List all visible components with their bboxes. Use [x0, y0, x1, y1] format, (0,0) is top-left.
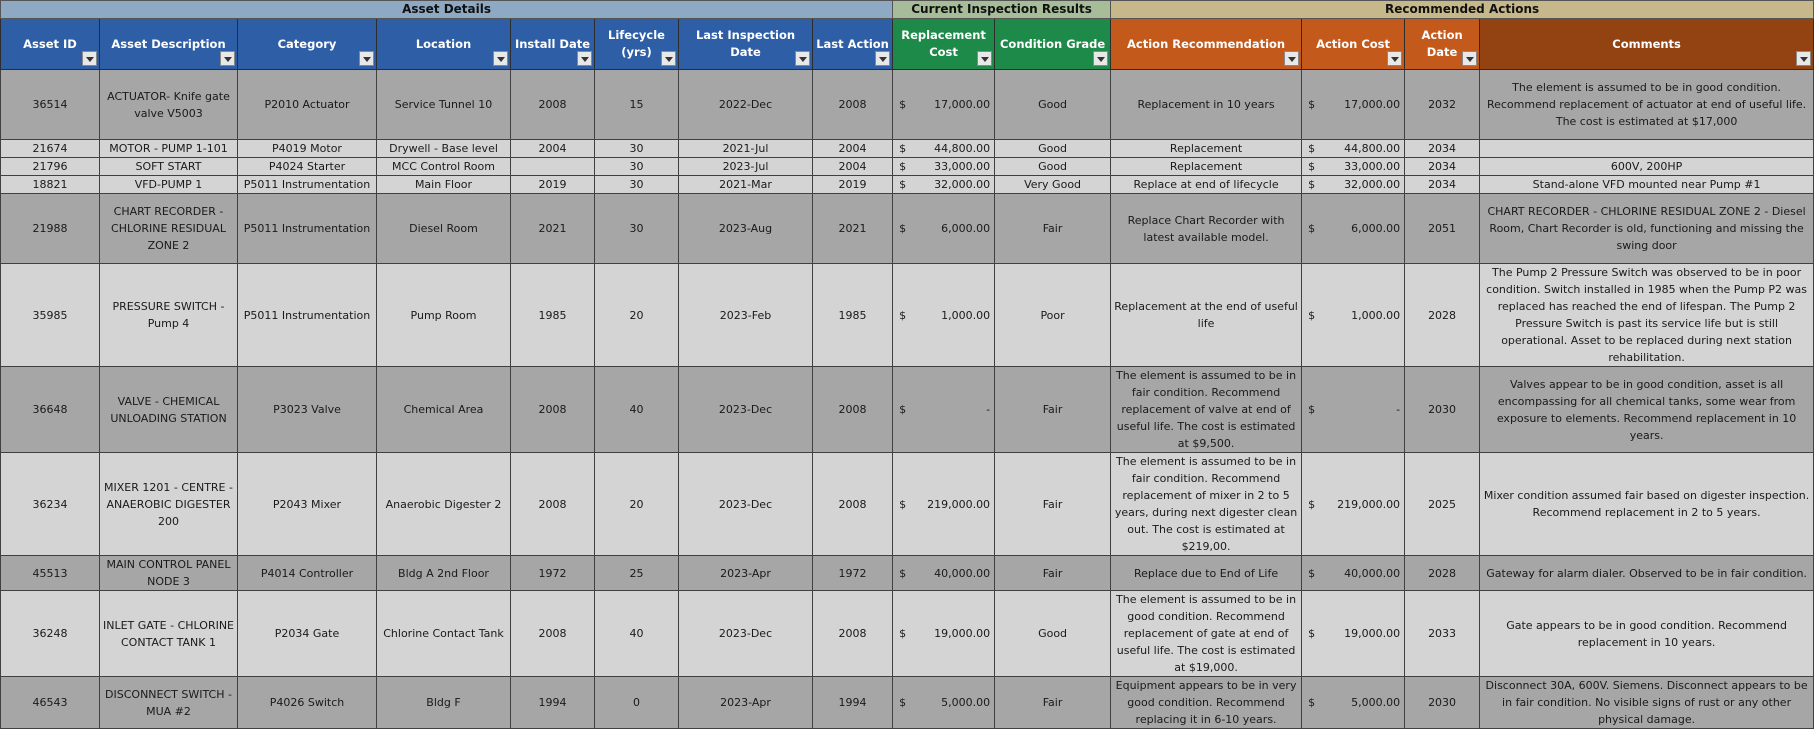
cell-last-inspection-date[interactable]: 2021-Mar: [679, 176, 813, 194]
cell-last-action[interactable]: 2021: [813, 194, 893, 264]
currency-symbol: $: [899, 696, 907, 709]
currency-symbol: $: [1308, 566, 1316, 580]
cell-location[interactable]: Drywell - Base level: [377, 140, 511, 158]
cell-action-recommendation[interactable]: Replacement: [1111, 158, 1302, 176]
currency-symbol: $: [899, 403, 907, 416]
filter-dropdown-icon[interactable]: [1093, 51, 1108, 66]
currency-symbol: $: [1308, 222, 1316, 235]
header-label: Last Inspection Date: [695, 28, 796, 59]
cell-asset-description[interactable]: PRESSURE SWITCH - Pump 4: [100, 264, 238, 367]
cell-value: 6,000.00: [1351, 222, 1401, 235]
table-row: [1, 367, 1814, 453]
cell-condition-grade[interactable]: Good: [995, 140, 1111, 158]
cell-comments[interactable]: The Pump 2 Pressure Switch was observed to be in poor condition. Switch installed in 1985 when the Pump P2 was replaced has reached the end of lifespan. The Pump 2 Pressure Switch is past its service life but is still operational. Asset to be replaced during next station rehabilitation.: [1480, 264, 1814, 367]
table-row: [1, 194, 1814, 264]
currency-symbol: $: [899, 566, 907, 580]
cell-location[interactable]: Chlorine Contact Tank: [377, 591, 511, 677]
cell-install-date[interactable]: 1994: [511, 677, 595, 729]
cell-last-action[interactable]: 2019: [813, 176, 893, 194]
header-location: [377, 19, 511, 70]
cell-location[interactable]: Bldg A 2nd Floor: [377, 556, 511, 591]
currency-symbol: $: [899, 308, 907, 322]
cell-lifecycle[interactable]: 0: [595, 677, 679, 729]
cell-asset-description[interactable]: ACTUATOR- Knife gate valve V5003: [100, 70, 238, 140]
filter-dropdown-icon[interactable]: [577, 51, 592, 66]
cell-install-date[interactable]: 2019: [511, 176, 595, 194]
currency-symbol: $: [1308, 696, 1316, 709]
cell-location[interactable]: Pump Room: [377, 264, 511, 367]
cell-lifecycle[interactable]: 25: [595, 556, 679, 591]
cell-category[interactable]: P5011 Instrumentation: [238, 176, 377, 194]
cell-asset-id[interactable]: 18821: [1, 176, 100, 194]
header-label: Lifecycle (yrs): [608, 28, 665, 59]
header-last-inspection-date: [679, 19, 813, 70]
cell-last-inspection-date[interactable]: 2023-Jul: [679, 158, 813, 176]
cell-lifecycle[interactable]: 15: [595, 70, 679, 140]
currency-symbol: $: [899, 222, 907, 235]
cell-category[interactable]: P4019 Motor: [238, 140, 377, 158]
cell-comments[interactable]: [1480, 140, 1814, 158]
cell-action-cost[interactable]: [1302, 158, 1405, 176]
cell-location[interactable]: MCC Control Room: [377, 158, 511, 176]
cell-install-date[interactable]: 2008: [511, 70, 595, 140]
cell-action-cost[interactable]: [1302, 591, 1405, 677]
header-lifecycle: [595, 19, 679, 70]
currency-symbol: $: [899, 98, 907, 111]
filter-dropdown-icon[interactable]: [1387, 51, 1402, 66]
currency-symbol: $: [899, 497, 907, 511]
cell-last-action[interactable]: 2008: [813, 591, 893, 677]
cell-last-action[interactable]: 2004: [813, 140, 893, 158]
cell-action-recommendation[interactable]: The element is assumed to be in fair condition. Recommend replacement of mixer in 2 to 5 years, during next digester clean out. The cost is estimated at $219,00.: [1111, 453, 1302, 556]
cell-comments[interactable]: Disconnect 30A, 600V. Siemens. Disconnect appears to be in fair condition. No visible signs of rust or any other physical damage.: [1480, 677, 1814, 729]
filter-dropdown-icon[interactable]: [1796, 51, 1811, 66]
cell-asset-description[interactable]: MIXER 1201 - CENTRE - ANAEROBIC DIGESTER 200: [100, 453, 238, 556]
cell-category[interactable]: P5011 Instrumentation: [238, 194, 377, 264]
cell-replacement-cost[interactable]: [893, 591, 995, 677]
cell-action-cost[interactable]: [1302, 453, 1405, 556]
cell-action-recommendation[interactable]: Replacement at the end of useful life: [1111, 264, 1302, 367]
cell-category[interactable]: P2010 Actuator: [238, 70, 377, 140]
table-row: [1, 176, 1814, 194]
cell-action-recommendation[interactable]: The element is assumed to be in fair condition. Recommend replacement of valve at end of useful life. The cost is estimated at $9,500.: [1111, 367, 1302, 453]
cell-lifecycle[interactable]: 30: [595, 194, 679, 264]
filter-dropdown-icon[interactable]: [1462, 51, 1477, 66]
cell-action-cost[interactable]: [1302, 264, 1405, 367]
cell-replacement-cost[interactable]: [893, 677, 995, 729]
currency-symbol: $: [899, 142, 907, 155]
cell-replacement-cost[interactable]: [893, 176, 995, 194]
filter-dropdown-icon[interactable]: [795, 51, 810, 66]
cell-location[interactable]: Service Tunnel 10: [377, 70, 511, 140]
cell-lifecycle[interactable]: 20: [595, 453, 679, 556]
cell-comments[interactable]: Gateway for alarm dialer. Observed to be in fair condition.: [1480, 556, 1814, 591]
cell-last-inspection-date[interactable]: 2021-Jul: [679, 140, 813, 158]
cell-value: 219,000.00: [1337, 497, 1401, 511]
cell-comments[interactable]: Mixer condition assumed fair based on digester inspection. Recommend replacement in 2 to 5 years.: [1480, 453, 1814, 556]
cell-value: 5,000.00: [941, 696, 991, 709]
cell-action-cost[interactable]: [1302, 367, 1405, 453]
currency-symbol: $: [1308, 403, 1316, 416]
cell-action-date[interactable]: 2030: [1405, 367, 1480, 453]
header-label: Action Cost: [1316, 36, 1391, 51]
header-asset-description: [100, 19, 238, 70]
cell-condition-grade[interactable]: Fair: [995, 556, 1111, 591]
cell-value: 44,800.00: [1344, 142, 1401, 155]
header-asset-id: [1, 19, 100, 70]
cell-last-action[interactable]: 2008: [813, 70, 893, 140]
cell-category[interactable]: P4014 Controller: [238, 556, 377, 591]
cell-asset-description[interactable]: MOTOR - PUMP 1-101: [100, 140, 238, 158]
cell-condition-grade[interactable]: Fair: [995, 194, 1111, 264]
cell-value: 17,000.00: [934, 98, 991, 111]
cell-replacement-cost[interactable]: [893, 453, 995, 556]
currency-symbol: $: [1308, 178, 1316, 191]
cell-action-date[interactable]: 2032: [1405, 70, 1480, 140]
header-label: Category: [277, 36, 337, 51]
header-action-cost: [1302, 19, 1405, 70]
cell-install-date[interactable]: 1985: [511, 264, 595, 367]
cell-condition-grade[interactable]: Fair: [995, 453, 1111, 556]
header-label: Last Action: [816, 36, 889, 51]
cell-value: 1,000.00: [1351, 308, 1401, 322]
table-row: [1, 591, 1814, 677]
cell-location[interactable]: Anaerobic Digester 2: [377, 453, 511, 556]
cell-value: 19,000.00: [1344, 627, 1401, 640]
currency-symbol: $: [1308, 308, 1316, 322]
cell-condition-grade[interactable]: Good: [995, 591, 1111, 677]
table-row: [1, 70, 1814, 140]
cell-asset-description[interactable]: VALVE - CHEMICAL UNLOADING STATION: [100, 367, 238, 453]
header-label: Action Recommendation: [1127, 36, 1286, 51]
table-row: [1, 264, 1814, 367]
cell-category[interactable]: P3023 Valve: [238, 367, 377, 453]
header-label: Comments: [1612, 36, 1681, 51]
header-label: Asset ID: [23, 36, 77, 51]
cell-last-action[interactable]: 1972: [813, 556, 893, 591]
cell-last-inspection-date[interactable]: 2023-Apr: [679, 556, 813, 591]
filter-dropdown-icon[interactable]: [661, 51, 676, 66]
cell-lifecycle[interactable]: 40: [595, 367, 679, 453]
currency-symbol: $: [899, 160, 907, 173]
header-label: Asset Description: [111, 36, 226, 51]
header-comments: [1480, 19, 1814, 70]
cell-value: -: [986, 403, 991, 416]
cell-last-action[interactable]: 2008: [813, 453, 893, 556]
cell-action-cost[interactable]: [1302, 556, 1405, 591]
cell-asset-description[interactable]: VFD-PUMP 1: [100, 176, 238, 194]
cell-asset-id[interactable]: 36234: [1, 453, 100, 556]
cell-action-date[interactable]: 2030: [1405, 677, 1480, 729]
cell-last-action[interactable]: 2008: [813, 367, 893, 453]
cell-action-date[interactable]: 2025: [1405, 453, 1480, 556]
cell-replacement-cost[interactable]: [893, 264, 995, 367]
cell-condition-grade[interactable]: Very Good: [995, 176, 1111, 194]
filter-dropdown-icon[interactable]: [493, 51, 508, 66]
cell-action-cost[interactable]: [1302, 194, 1405, 264]
cell-action-cost[interactable]: [1302, 140, 1405, 158]
group-header-row: [1, 1, 1814, 19]
cell-last-inspection-date[interactable]: 2023-Aug: [679, 194, 813, 264]
cell-condition-grade[interactable]: Fair: [995, 677, 1111, 729]
header-label: Action Date: [1421, 28, 1463, 59]
cell-category[interactable]: P2034 Gate: [238, 591, 377, 677]
cell-category[interactable]: P4026 Switch: [238, 677, 377, 729]
cell-comments[interactable]: 600V, 200HP: [1480, 158, 1814, 176]
cell-action-date[interactable]: 2033: [1405, 591, 1480, 677]
cell-action-recommendation[interactable]: Replacement: [1111, 140, 1302, 158]
cell-asset-id[interactable]: 36248: [1, 591, 100, 677]
cell-action-cost[interactable]: [1302, 677, 1405, 729]
cell-value: 5,000.00: [1351, 696, 1401, 709]
header-condition-grade: [995, 19, 1111, 70]
header-last-action: [813, 19, 893, 70]
cell-action-cost[interactable]: [1302, 70, 1405, 140]
cell-replacement-cost[interactable]: [893, 367, 995, 453]
cell-lifecycle[interactable]: 20: [595, 264, 679, 367]
header-label: Replacement Cost: [901, 28, 986, 59]
cell-category[interactable]: P2043 Mixer: [238, 453, 377, 556]
cell-asset-id[interactable]: 36514: [1, 70, 100, 140]
cell-comments[interactable]: The element is assumed to be in good condition. Recommend replacement of actuator at end of useful life. The cost is estimated at $17,000: [1480, 70, 1814, 140]
cell-asset-id[interactable]: 46543: [1, 677, 100, 729]
group-recommended-actions: Recommended Actions: [1111, 1, 1814, 19]
cell-location[interactable]: Bldg F: [377, 677, 511, 729]
group-inspection-results: Current Inspection Results: [893, 1, 1111, 19]
cell-value: -: [1396, 403, 1401, 416]
cell-install-date[interactable]: 2008: [511, 453, 595, 556]
cell-asset-id[interactable]: 21796: [1, 158, 100, 176]
header-label: Install Date: [514, 36, 591, 51]
currency-symbol: $: [1308, 497, 1316, 511]
cell-asset-id[interactable]: 35985: [1, 264, 100, 367]
currency-symbol: $: [1308, 98, 1316, 111]
cell-asset-description[interactable]: INLET GATE - CHLORINE CONTACT TANK 1: [100, 591, 238, 677]
filter-dropdown-icon[interactable]: [977, 51, 992, 66]
cell-condition-grade[interactable]: Good: [995, 158, 1111, 176]
cell-condition-grade[interactable]: Fair: [995, 367, 1111, 453]
cell-replacement-cost[interactable]: [893, 140, 995, 158]
header-label: Condition Grade: [999, 36, 1106, 51]
cell-value: 33,000.00: [934, 160, 991, 173]
table-row: [1, 556, 1814, 591]
cell-install-date[interactable]: 1972: [511, 556, 595, 591]
cell-value: 32,000.00: [1344, 178, 1401, 191]
currency-symbol: $: [1308, 160, 1316, 173]
cell-action-date[interactable]: 2034: [1405, 158, 1480, 176]
cell-last-action[interactable]: 1985: [813, 264, 893, 367]
table-row: [1, 453, 1814, 556]
header-replacement-cost: [893, 19, 995, 70]
cell-replacement-cost[interactable]: [893, 158, 995, 176]
group-asset-details: Asset Details: [1, 1, 893, 19]
cell-comments[interactable]: Gate appears to be in good condition. Recommend replacement in 10 years.: [1480, 591, 1814, 677]
cell-location[interactable]: Chemical Area: [377, 367, 511, 453]
cell-value: 33,000.00: [1344, 160, 1401, 173]
cell-value: 19,000.00: [934, 627, 991, 640]
cell-install-date[interactable]: 2008: [511, 591, 595, 677]
cell-action-date[interactable]: 2028: [1405, 556, 1480, 591]
cell-location[interactable]: Diesel Room: [377, 194, 511, 264]
cell-last-inspection-date[interactable]: 2023-Dec: [679, 453, 813, 556]
cell-lifecycle[interactable]: 30: [595, 158, 679, 176]
cell-asset-id[interactable]: 21674: [1, 140, 100, 158]
cell-install-date[interactable]: 2008: [511, 367, 595, 453]
filter-dropdown-icon[interactable]: [875, 51, 890, 66]
table-body: [1, 70, 1814, 729]
cell-install-date[interactable]: [511, 158, 595, 176]
cell-comments[interactable]: Valves appear to be in good condition, asset is all encompassing for all chemical tanks, some wear from exposure to elements. Recommend replacement in 10 years.: [1480, 367, 1814, 453]
cell-action-date[interactable]: 2034: [1405, 140, 1480, 158]
cell-action-recommendation[interactable]: Replace Chart Recorder with latest available model.: [1111, 194, 1302, 264]
cell-install-date[interactable]: 2004: [511, 140, 595, 158]
cell-replacement-cost[interactable]: [893, 556, 995, 591]
cell-asset-description[interactable]: SOFT START: [100, 158, 238, 176]
table-row: [1, 140, 1814, 158]
table-row: [1, 158, 1814, 176]
cell-location[interactable]: Main Floor: [377, 176, 511, 194]
currency-symbol: $: [1308, 142, 1316, 155]
cell-value: 1,000.00: [941, 308, 991, 322]
cell-value: 17,000.00: [1344, 98, 1401, 111]
cell-action-cost[interactable]: [1302, 176, 1405, 194]
cell-value: 40,000.00: [934, 566, 991, 580]
cell-last-inspection-date[interactable]: 2023-Dec: [679, 367, 813, 453]
cell-action-recommendation[interactable]: Replacement in 10 years: [1111, 70, 1302, 140]
table-row: [1, 677, 1814, 729]
filter-dropdown-icon[interactable]: [359, 51, 374, 66]
cell-comments[interactable]: Stand-alone VFD mounted near Pump #1: [1480, 176, 1814, 194]
cell-last-inspection-date[interactable]: 2023-Feb: [679, 264, 813, 367]
cell-action-recommendation[interactable]: Replace due to End of Life: [1111, 556, 1302, 591]
cell-value: 219,000.00: [927, 497, 991, 511]
header-category: [238, 19, 377, 70]
cell-action-date[interactable]: 2028: [1405, 264, 1480, 367]
cell-lifecycle[interactable]: 30: [595, 176, 679, 194]
cell-asset-description[interactable]: DISCONNECT SWITCH - MUA #2: [100, 677, 238, 729]
currency-symbol: $: [899, 627, 907, 640]
cell-value: 44,800.00: [934, 142, 991, 155]
column-header-row: [1, 19, 1814, 70]
cell-last-action[interactable]: 1994: [813, 677, 893, 729]
filter-dropdown-icon[interactable]: [220, 51, 235, 66]
cell-value: 40,000.00: [1344, 566, 1401, 580]
cell-asset-id[interactable]: 21988: [1, 194, 100, 264]
cell-asset-description[interactable]: MAIN CONTROL PANEL NODE 3: [100, 556, 238, 591]
cell-condition-grade[interactable]: Good: [995, 70, 1111, 140]
cell-action-recommendation[interactable]: Replace at end of lifecycle: [1111, 176, 1302, 194]
cell-last-action[interactable]: 2004: [813, 158, 893, 176]
cell-category[interactable]: P5011 Instrumentation: [238, 264, 377, 367]
cell-replacement-cost[interactable]: [893, 70, 995, 140]
header-label: Location: [415, 36, 472, 51]
cell-action-recommendation[interactable]: Equipment appears to be in very good condition. Recommend replacing it in 6-10 years.: [1111, 677, 1302, 729]
header-action-date: [1405, 19, 1480, 70]
cell-asset-description[interactable]: CHART RECORDER - CHLORINE RESIDUAL ZONE 2: [100, 194, 238, 264]
cell-value: 32,000.00: [934, 178, 991, 191]
cell-comments[interactable]: CHART RECORDER - CHLORINE RESIDUAL ZONE 2 - Diesel Room, Chart Recorder is old, functioning and missing the swing door: [1480, 194, 1814, 264]
header-install-date: [511, 19, 595, 70]
cell-action-date[interactable]: 2034: [1405, 176, 1480, 194]
cell-lifecycle[interactable]: 30: [595, 140, 679, 158]
cell-replacement-cost[interactable]: [893, 194, 995, 264]
cell-last-inspection-date[interactable]: 2023-Dec: [679, 591, 813, 677]
cell-category[interactable]: P4024 Starter: [238, 158, 377, 176]
cell-asset-id[interactable]: 36648: [1, 367, 100, 453]
filter-dropdown-icon[interactable]: [82, 51, 97, 66]
currency-symbol: $: [1308, 627, 1316, 640]
filter-dropdown-icon[interactable]: [1284, 51, 1299, 66]
header-action-recommendation: [1111, 19, 1302, 70]
currency-symbol: $: [899, 178, 907, 191]
cell-condition-grade[interactable]: Poor: [995, 264, 1111, 367]
cell-last-inspection-date[interactable]: 2022-Dec: [679, 70, 813, 140]
cell-last-inspection-date[interactable]: 2023-Apr: [679, 677, 813, 729]
cell-asset-id[interactable]: 45513: [1, 556, 100, 591]
cell-install-date[interactable]: 2021: [511, 194, 595, 264]
cell-action-recommendation[interactable]: The element is assumed to be in good condition. Recommend replacement of gate at end of useful life. The cost is estimated at $19,000.: [1111, 591, 1302, 677]
cell-value: 6,000.00: [941, 222, 991, 235]
cell-lifecycle[interactable]: 40: [595, 591, 679, 677]
cell-action-date[interactable]: 2051: [1405, 194, 1480, 264]
